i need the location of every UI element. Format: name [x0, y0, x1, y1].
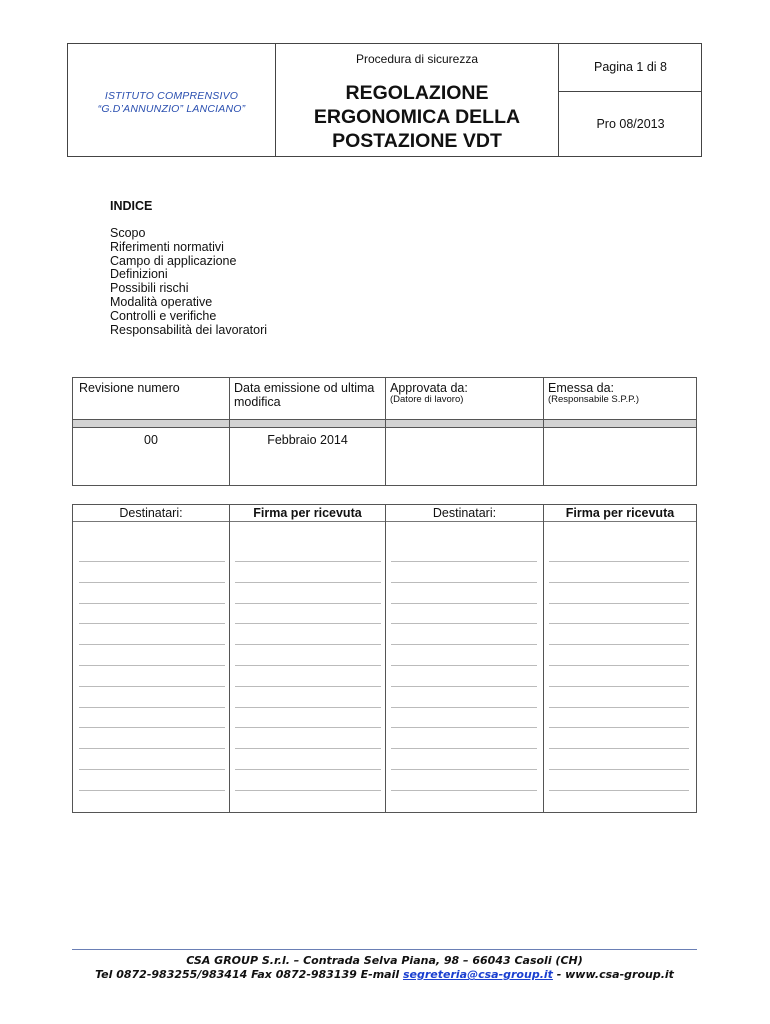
- index-list: [110, 227, 267, 337]
- title-line3: POSTAZIONE VDT: [332, 130, 502, 152]
- signature-line: [235, 727, 381, 728]
- revision-table: [72, 377, 697, 486]
- signature-line: [549, 727, 689, 728]
- signature-line: [391, 686, 537, 687]
- signature-line: [549, 665, 689, 666]
- footer-phone-fax: Tel 0872-983255/983414 Fax 0872-983139 E-mail: [95, 968, 403, 981]
- footer-website: - www.csa-group.it: [552, 968, 674, 981]
- signature-line: [79, 790, 225, 791]
- signature-line: [79, 748, 225, 749]
- signature-line: [549, 707, 689, 708]
- footer-contacts: [72, 968, 697, 981]
- signature-line: [235, 623, 381, 624]
- index-item: Scopo: [110, 226, 146, 240]
- signature-line: [391, 582, 537, 583]
- table-rule: [543, 505, 544, 812]
- title-line1: REGOLAZIONE: [345, 82, 489, 104]
- school-name-line1: ISTITUTO COMPRENSIVO: [104, 90, 239, 102]
- signature-line: [549, 561, 689, 562]
- signature-line: [235, 707, 381, 708]
- signature-line: [391, 707, 537, 708]
- signature-line: [79, 644, 225, 645]
- signature-line: [549, 582, 689, 583]
- table-rule: [385, 505, 386, 812]
- page-number: Pagina 1 di 8: [594, 60, 667, 74]
- signature-line: [235, 769, 381, 770]
- signature-line: [79, 603, 225, 604]
- issued-by-header: Emessa da:: [548, 381, 615, 395]
- signature-line: [391, 769, 537, 770]
- signature-line: [549, 603, 689, 604]
- index-item: Controlli e verifiche: [110, 308, 217, 323]
- header-divider: [558, 91, 701, 92]
- signature-line: [79, 665, 225, 666]
- signature-line: [79, 686, 225, 687]
- signature-line: [235, 665, 381, 666]
- signature-line: [235, 603, 381, 604]
- table-rule: [385, 378, 386, 485]
- signature-line: [79, 707, 225, 708]
- signature-line: [79, 582, 225, 583]
- signature-line: [79, 623, 225, 624]
- school-name-line2: “G.D’ANNUNZIO” LANCIANO”: [97, 103, 246, 115]
- recipients-header: Destinatari:: [432, 506, 497, 520]
- footer-address: CSA GROUP S.r.l. – Contrada Selva Piana, 98 – 66043 Casoli (CH): [186, 954, 583, 967]
- signature-line: [391, 644, 537, 645]
- footer-email-link[interactable]: segreteria@csa-group.it: [402, 968, 553, 981]
- signature-line: [391, 665, 537, 666]
- signature-line: [235, 644, 381, 645]
- index-item: Responsabilità dei lavoratori: [110, 322, 268, 337]
- signature-line: [79, 769, 225, 770]
- signature-line: [79, 561, 225, 562]
- document-header: [67, 43, 702, 157]
- signature-line: [235, 686, 381, 687]
- approved-by-header: Approvata da:: [390, 381, 468, 395]
- revision-number-header: Revisione numero: [79, 381, 180, 395]
- signature-line: [549, 790, 689, 791]
- signature-line: [391, 623, 537, 624]
- index-item: Possibili rischi: [110, 281, 189, 296]
- procedure-label: Procedura di sicurezza: [355, 52, 479, 66]
- signature-line: [391, 727, 537, 728]
- index-item: Modalità operative: [110, 294, 213, 309]
- date-header-line1: Data emissione od ultima: [234, 381, 375, 395]
- index-title: INDICE: [110, 199, 153, 213]
- signature-line: [391, 603, 537, 604]
- signature-line: [549, 769, 689, 770]
- signature-line: [391, 790, 537, 791]
- signature-header: Firma per ricevuta: [565, 506, 675, 520]
- document-title: [276, 81, 558, 153]
- index-item: Campo di applicazione: [110, 253, 237, 268]
- procedure-code: Pro 08/2013: [596, 117, 665, 131]
- issued-by-subtitle: (Responsabile S.P.P.): [548, 394, 640, 405]
- table-rule: [229, 505, 230, 812]
- signature-line: [549, 686, 689, 687]
- index-item: Riferimenti normativi: [110, 239, 224, 254]
- footer-rule: [72, 949, 697, 950]
- date-header: [234, 381, 374, 409]
- date-value: Febbraio 2014: [267, 433, 348, 447]
- school-name: [68, 90, 275, 116]
- revision-number-value: 00: [144, 433, 158, 447]
- signature-line: [235, 561, 381, 562]
- signature-line: [549, 644, 689, 645]
- signature-line: [235, 582, 381, 583]
- signature-line: [391, 561, 537, 562]
- approved-by-subtitle: (Datore di lavoro): [390, 394, 464, 405]
- signature-line: [549, 748, 689, 749]
- table-rule: [229, 378, 230, 485]
- table-rule: [543, 378, 544, 485]
- recipients-table: [72, 504, 697, 813]
- title-line2: ERGONOMICA DELLA: [313, 106, 521, 128]
- signature-line: [79, 727, 225, 728]
- signature-line: [391, 748, 537, 749]
- index-item: Definizioni: [110, 267, 168, 282]
- signature-line: [235, 748, 381, 749]
- signature-line: [235, 790, 381, 791]
- recipients-header: Destinatari:: [119, 506, 183, 520]
- date-header-line2: modifica: [234, 395, 281, 409]
- signature-line: [549, 623, 689, 624]
- signature-header: Firma per ricevuta: [253, 506, 362, 520]
